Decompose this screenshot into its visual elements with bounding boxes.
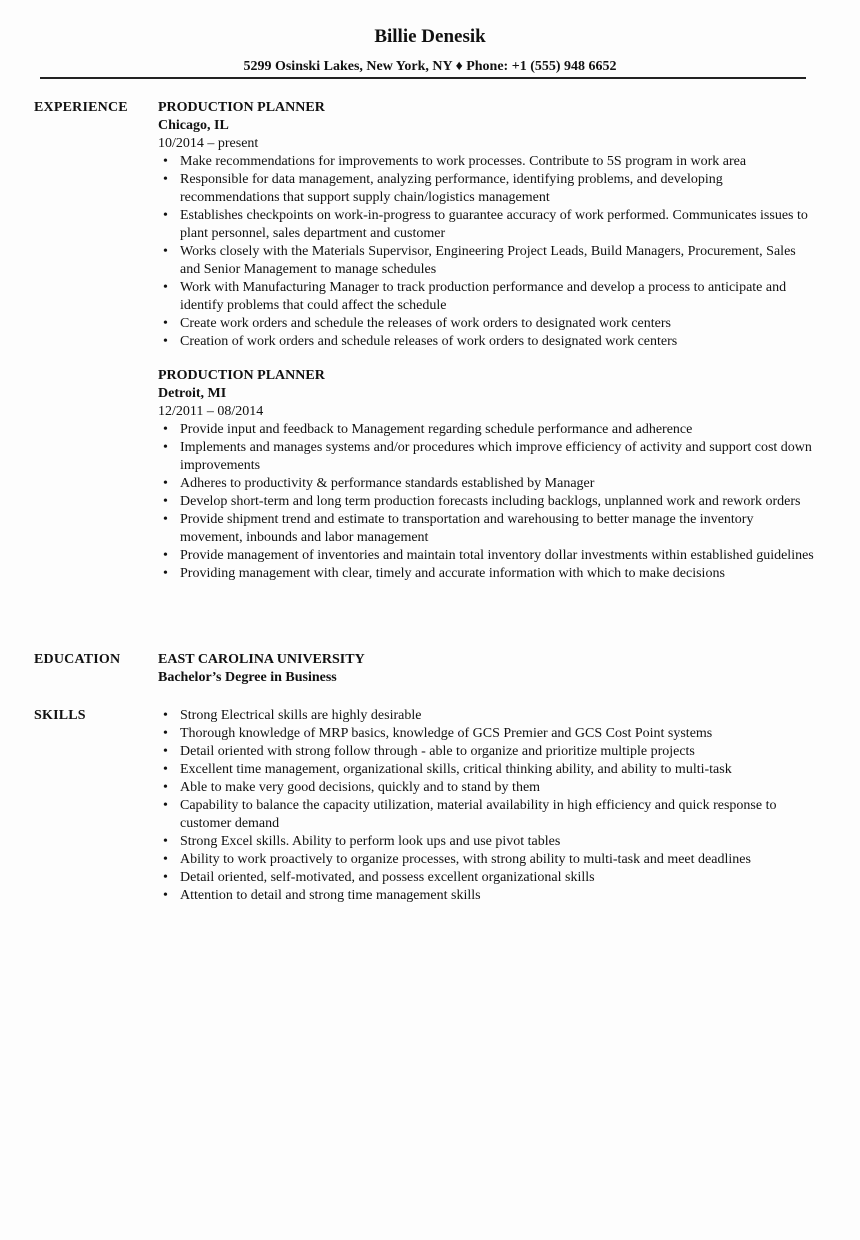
skill-item: • Strong Excel skills. Ability to perform look ups and use pivot tables [180,833,818,851]
job-dates: 12/2011 – 08/2014 [158,404,264,419]
skills-body [158,707,818,905]
skill-item: • Ability to work proactively to organize processes, with strong ability to multi-task and meet deadlines [180,851,818,869]
section-label-skills: SKILLS [34,708,86,723]
skill-item: • Detail oriented with strong follow through - able to organize and prioritize multiple projects [180,743,818,761]
job-dates: 10/2014 – present [158,136,259,151]
job-bullet: • Provide shipment trend and estimate to transportation and warehousing to better manage the inventory movement, inbounds and labor management [180,511,818,547]
job-bullet: • Develop short-term and long term production forecasts including backlogs, unplanned work and rework orders [180,493,818,511]
job-bullet: • Adheres to productivity & performance standards established by Manager [180,475,818,493]
job-location: Chicago, IL [158,118,229,133]
job-bullet: • Create work orders and schedule the releases of work orders to designated work centers [180,315,818,333]
job-bullet: • Works closely with the Materials Supervisor, Engineering Project Leads, Build Managers, Procurement, Sales and Senior Management to manage schedules [180,243,818,279]
job-bullet: • Work with Manufacturing Manager to track production performance and develop a process to anticipate and identify problems that could affect the schedule [180,279,818,315]
job-bullets [158,153,818,351]
job-bullet: • Provide management of inventories and maintain total inventory dollar investments within established guidelines [180,547,818,565]
education-body [158,651,818,687]
job-bullet: • Providing management with clear, timely and accurate information with which to make decisions [180,565,818,583]
skill-item: • Able to make very good decisions, quickly and to stand by them [180,779,818,797]
degree: Bachelor’s Degree in Business [158,670,337,685]
job-bullet: • Make recommendations for improvements to work processes. Contribute to 5S program in work area [180,153,818,171]
school-name: EAST CAROLINA UNIVERSITY [158,652,365,667]
job-title: PRODUCTION PLANNER [158,100,325,115]
resume-header [0,0,860,76]
skills-list [158,707,818,905]
section-label-experience: EXPERIENCE [34,100,128,115]
header-divider [40,77,806,79]
job-bullet: • Provide input and feedback to Management regarding schedule performance and adherence [180,421,818,439]
skill-item: • Thorough knowledge of MRP basics, knowledge of GCS Premier and GCS Cost Point systems [180,725,818,743]
job-entry [158,99,818,351]
job-bullet: • Implements and manages systems and/or procedures which improve efficiency of activity and support cost down improvements [180,439,818,475]
job-bullet: • Creation of work orders and schedule releases of work orders to designated work centers [180,333,818,351]
skill-item: • Detail oriented, self-motivated, and possess excellent organizational skills [180,869,818,887]
skill-item: • Strong Electrical skills are highly desirable [180,707,818,725]
job-bullet: • Responsible for data management, analyzing performance, identifying problems, and developing recommendations that support supply chain/logistics management [180,171,818,207]
candidate-name: Billie Denesik [374,26,486,47]
job-title: PRODUCTION PLANNER [158,368,325,383]
job-bullets [158,421,818,583]
job-entry [158,367,818,583]
job-location: Detroit, MI [158,386,227,401]
skill-item: • Attention to detail and strong time management skills [180,887,818,905]
skill-item: • Excellent time management, organizational skills, critical thinking ability, and ability to multi-task [180,761,818,779]
section-label-education: EDUCATION [34,652,121,667]
job-bullet: • Establishes checkpoints on work-in-progress to guarantee accuracy of work performed. Communicates issues to plant personnel, sales department and customer [180,207,818,243]
contact-line: 5299 Osinski Lakes, New York, NY ♦ Phone: +1 (555) 948 6652 [243,59,617,74]
skill-item: • Capability to balance the capacity utilization, material availability in high efficiency and quick response to customer demand [180,797,818,833]
experience-body [158,99,818,599]
